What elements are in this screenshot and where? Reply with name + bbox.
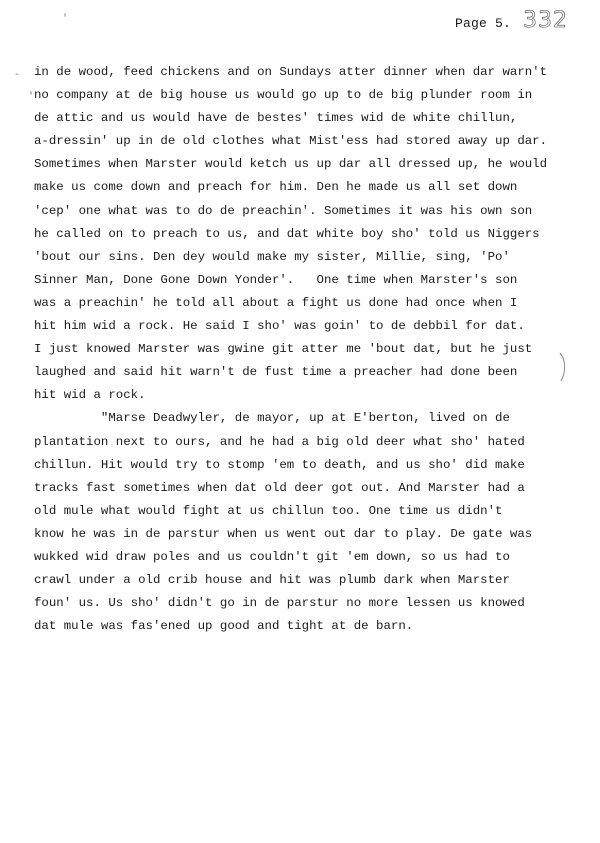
text-line: plantation next to ours, and he had a big old deer what sho' hated bbox=[34, 434, 525, 449]
text-line: 'cep' one what was to do de preachin'. Sometimes it was his own son bbox=[34, 203, 533, 218]
text-line: wukked wid draw poles and us couldn't git 'em down, so us had to bbox=[34, 549, 510, 564]
stray-mark: ' bbox=[28, 92, 35, 103]
text-line: I just knowed Marster was gwine git atter me 'bout dat, but he just bbox=[34, 342, 533, 357]
text-line: old mule what would fight at us chillun too. One time us didn't bbox=[34, 503, 503, 518]
text-line: was a preachin' he told all about a fight us done had once when I bbox=[34, 295, 518, 310]
page-number-label: Page 5. bbox=[454, 16, 511, 31]
text-line: chillun. Hit would try to stomp 'em to death, and us sho' did make bbox=[34, 457, 525, 472]
text-line: de attic and us would have de bestes' times wid de white chillun, bbox=[34, 111, 518, 126]
text-line: in de wood, feed chickens and on Sundays atter dinner when dar warn't bbox=[34, 65, 548, 79]
paragraph bbox=[34, 407, 574, 638]
text-line: make us come down and preach for him. Den he made us all set down bbox=[34, 180, 518, 195]
stamped-page-number: 332 bbox=[523, 8, 568, 33]
text-line: laughed and said hit warn't de fust time a preacher had done been bbox=[34, 365, 518, 380]
text-line: know he was in de parstur when us went out dar to play. De gate was bbox=[34, 526, 533, 541]
text-line: hit wid a rock. bbox=[34, 388, 146, 403]
text-line: foun' us. Us sho' didn't go in de parstur no more lessen us knowed bbox=[34, 596, 525, 611]
stray-mark: - bbox=[14, 70, 21, 81]
text-line: 'bout our sins. Den dey would make my sister, Millie, sing, 'Po' bbox=[34, 249, 510, 264]
text-line: hit him wid a rock. He said I sho' was goin' to de debbil for dat. bbox=[34, 319, 525, 334]
text-line: Sometimes when Marster would ketch us up dar all dressed up, he would bbox=[34, 157, 548, 172]
page-header bbox=[455, 8, 568, 33]
text-line: tracks fast sometimes when dat old deer got out. And Marster had a bbox=[34, 480, 525, 495]
paragraph bbox=[34, 61, 574, 407]
text-line: no company at de big house us would go up to de big plunder room in bbox=[34, 88, 533, 103]
text-line: Sinner Man, Done Gone Down Yonder'. One time when Marster's son bbox=[34, 272, 518, 287]
stray-mark: ' bbox=[62, 14, 69, 25]
text-line: "Marse Deadwyler, de mayor, up at E'berton, lived on de bbox=[34, 411, 510, 426]
text-line: crawl under a old crib house and hit was plumb dark when Marster bbox=[34, 573, 510, 588]
text-line: he called on to preach to us, and dat white boy sho' told us Niggers bbox=[34, 226, 540, 241]
text-line: a-dressin' up in de old clothes what Mist'ess had stored away up dar. bbox=[34, 134, 548, 149]
text-line: dat mule was fas'ened up good and tight at de barn. bbox=[34, 619, 414, 634]
document-body bbox=[34, 61, 574, 638]
